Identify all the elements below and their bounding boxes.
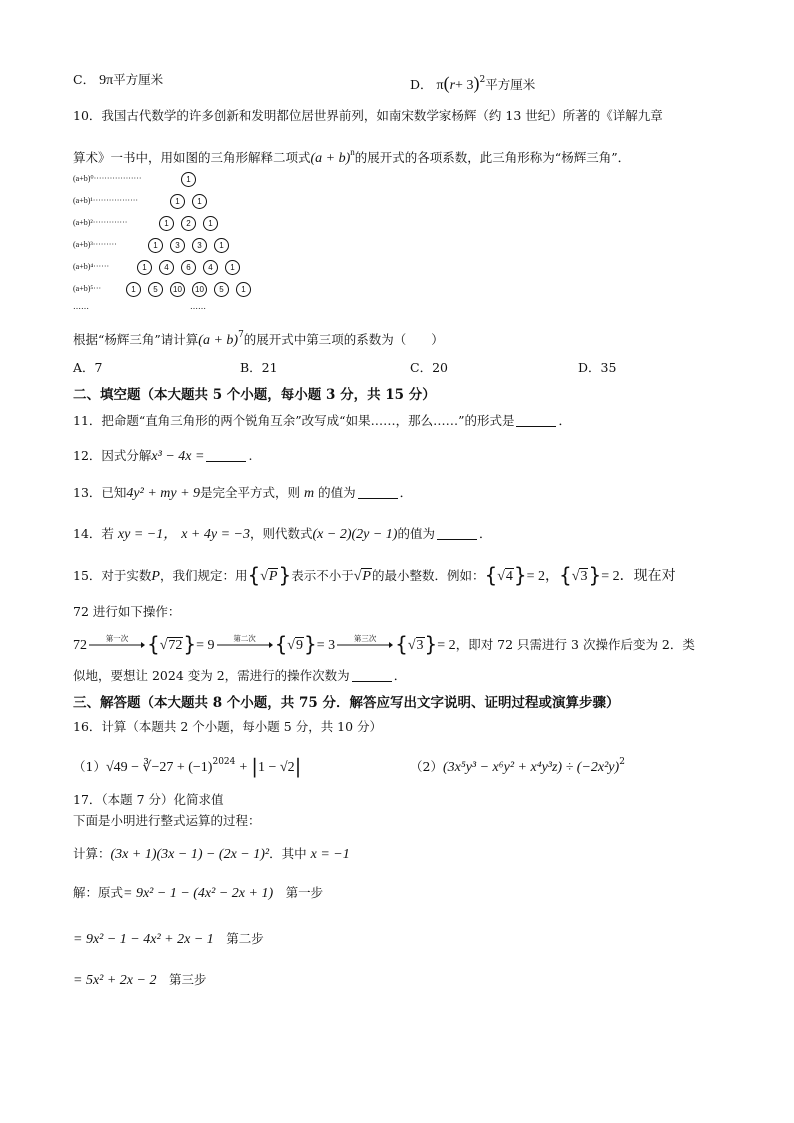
triangle-coefficient: 2 <box>181 216 196 231</box>
math-num: 3 <box>416 638 424 653</box>
math-expr: x³ − 4x = <box>151 449 205 464</box>
answer-blank <box>206 449 246 462</box>
triangle-coefficient: 1 <box>181 172 196 187</box>
answer-blank <box>358 486 398 499</box>
q14: 14．若 xy = −1， x + 4y = −3，则代数式(x − 2)(2y − 1)的值为 ． <box>73 526 492 542</box>
math-var: P <box>268 569 278 584</box>
triangle-row-label: (a+b)³········· <box>73 240 117 249</box>
triangle-coefficient: 1 <box>159 216 174 231</box>
triangle-coefficient: 1 <box>225 260 240 275</box>
abs-bar: | <box>294 754 302 778</box>
arrow-step3 <box>337 635 393 649</box>
abs-bar: | <box>251 754 258 778</box>
brace: { <box>274 632 288 656</box>
text: ．其中 <box>269 846 307 861</box>
question-text: 11．把命题“直角三角形的两个锐角互余”改写成“如果……，那么……”的形式是 <box>73 413 515 428</box>
triangle-row-label: (a+b)²············· <box>73 218 128 227</box>
question-text: ，则代数式 <box>249 526 313 541</box>
triangle-coefficient: 3 <box>170 238 185 253</box>
q16-title: 16．计算（本题共 2 个小题，每小题 5 分，共 10 分） <box>73 719 383 734</box>
question-text: 似地，要想让 2024 变为 2，需进行的操作次数为 <box>73 668 350 683</box>
triangle-row-label: (a+b)⁴······ <box>73 262 110 271</box>
q10-option-d: D．35 <box>578 360 617 375</box>
math-expr: (a + b) <box>198 333 239 348</box>
brace: } <box>513 563 527 587</box>
q9-option-d <box>410 70 535 96</box>
period: . <box>248 448 253 463</box>
q11: 11．把命题“直角三角形的两个锐角互余”改写成“如果……，那么……”的形式是 ． <box>73 413 571 428</box>
triangle-coefficient: 1 <box>192 194 207 209</box>
math-num: 3 <box>580 569 588 584</box>
arrow-step1 <box>89 635 145 649</box>
math-expr: + 3 <box>455 78 474 93</box>
triangle-coefficient: 1 <box>148 238 163 253</box>
exponent: 2 <box>619 757 625 767</box>
math-expr: = 9 <box>196 638 215 653</box>
math-num: 9 <box>295 638 303 653</box>
math-var: P <box>151 569 160 584</box>
question-text: 15．对于实数 <box>73 568 152 583</box>
math-expr: π <box>436 78 444 93</box>
q17-intro: 下面是小明进行整式运算的过程： <box>73 813 261 828</box>
math-expr: (x − 2)(2y − 1) <box>312 527 398 542</box>
triangle-dots-left: …… <box>73 302 89 311</box>
paren: ) <box>473 73 480 93</box>
text: 的展开式中第三项的系数为（ ） <box>243 332 444 347</box>
triangle-row-label: (a+b)⁵··· <box>73 284 102 293</box>
arrow-icon <box>337 641 393 649</box>
q13: 13．已知4y² + my + 9是完全平方式，则 m 的值为 ． <box>73 485 413 501</box>
answer-blank <box>352 669 392 682</box>
section2-title: 二、填空题（本大题共 5 个小题，每小题 3 分，共 15 分） <box>73 387 436 403</box>
step-label: 第三步 <box>168 972 207 987</box>
math-num: 4 <box>505 569 513 584</box>
math-expr: 1 − √2 <box>258 760 295 775</box>
q10-question <box>73 325 444 351</box>
arrow-label: 第一次 <box>105 634 129 643</box>
q15-chain <box>73 634 695 656</box>
math-var: P <box>362 569 371 584</box>
question-text: 14．若 <box>73 526 114 541</box>
sqrt-sign: √ <box>287 638 295 653</box>
brace: } <box>183 632 197 656</box>
math-expr: xy = −1， <box>117 527 178 542</box>
question-text: 是完全平方式，则 <box>200 485 301 500</box>
brace: } <box>588 563 602 587</box>
math-expr: (3x + 1)(3x − 1) − (2x − 1)² <box>110 847 270 862</box>
brace: { <box>247 563 261 587</box>
exponent: 2024 <box>212 757 236 767</box>
math-expr: √49 − ∛−27 + (−1) <box>105 760 213 775</box>
option-label: C． <box>73 72 96 87</box>
text: 计算： <box>73 846 111 861</box>
math-expr: = 2．现在对 <box>601 569 676 584</box>
math-expr: = 3 <box>316 638 336 653</box>
question-text: 的值为 <box>397 526 435 541</box>
math-var: m <box>304 486 315 501</box>
triangle-coefficient: 4 <box>203 260 218 275</box>
sqrt-sign: √ <box>260 569 268 584</box>
triangle-coefficient: 1 <box>203 216 218 231</box>
triangle-coefficient: 1 <box>214 238 229 253</box>
q17-step3 <box>73 970 207 991</box>
unit-text: 平方厘米 <box>113 72 164 87</box>
q15-line1 <box>73 565 676 587</box>
sqrt-sign: √ <box>571 569 580 584</box>
math-num: 72 <box>168 638 183 653</box>
sqrt-sign: √ <box>497 569 505 584</box>
q17-step1 <box>73 883 323 904</box>
brace: } <box>303 632 317 656</box>
question-text: 的最小整数．例如： <box>371 568 485 583</box>
q10-option-c: C．20 <box>410 360 448 375</box>
question-text: ，即对 72 只需进行 3 次操作后变为 2．类 <box>455 637 695 652</box>
q15-line4: 似地，要想让 2024 变为 2，需进行的操作次数为 ． <box>73 668 407 683</box>
q10-line1: 10．我国古代数学的许多创新和发明都位居世界前列，如南宋数学家杨辉（约 13 世纪）所著的《详解九章 <box>73 108 663 123</box>
triangle-coefficient: 5 <box>148 282 163 297</box>
triangle-coefficient: 1 <box>126 282 141 297</box>
paren: ( <box>443 73 450 93</box>
section3-title: 三、解答题（本大题共 8 个小题，共 75 分．解答应写出文字说明、证明过程或演算步骤） <box>73 695 620 711</box>
exponent: n <box>350 147 355 157</box>
math-expr: x + 4y = −3 <box>181 527 250 542</box>
math-var: r <box>449 78 456 93</box>
answer-blank <box>516 414 556 427</box>
q12 <box>73 446 252 467</box>
triangle-coefficient: 4 <box>159 260 174 275</box>
triangle-row-label: (a+b)¹················· <box>73 196 139 205</box>
part-label: （1） <box>73 759 106 774</box>
math-expr: 9π <box>99 73 114 88</box>
option-label: D． <box>410 77 433 92</box>
brace: { <box>147 632 160 656</box>
q16-part1: （1）√49 − ∛−27 + $(-1)^{2024} + |1 - √2|$ <box>73 754 302 778</box>
part-label: （2） <box>410 759 443 774</box>
math-num: 72 <box>73 638 87 653</box>
q10-line2 <box>73 142 630 169</box>
step-label: 第一步 <box>285 885 324 900</box>
exponent: 2 <box>479 75 486 85</box>
math-expr: = 2 <box>437 638 456 653</box>
exponent: 7 <box>238 330 244 340</box>
sqrt-sign: √ <box>159 638 168 653</box>
q10-option-b: B．21 <box>240 360 278 375</box>
triangle-coefficient: 10 <box>170 282 185 297</box>
question-text: 12．因式分解 <box>73 448 152 463</box>
step-label: 第二步 <box>226 931 264 946</box>
arrow-icon <box>217 641 273 649</box>
triangle-coefficient: 1 <box>170 194 185 209</box>
q17-calc <box>73 844 350 865</box>
question-text: 表示不小于 <box>291 568 354 583</box>
text: 根据“杨辉三角”请计算 <box>73 332 199 347</box>
q17-step2 <box>73 929 264 950</box>
arrow-icon <box>89 641 145 649</box>
question-text: 13．已知 <box>73 485 127 500</box>
math-expr: (a + b) <box>310 151 351 166</box>
brace: { <box>484 563 498 587</box>
math-expr: = 9x² − 1 − 4x² + 2x − 1 <box>73 932 214 947</box>
brace: { <box>559 563 572 587</box>
question-text: ，我们规定：用 <box>159 568 248 583</box>
math-expr: (3x⁵y³ − x⁶y² + x⁴y³z) ÷ (−2x²y) <box>442 760 620 775</box>
text: 解：原式 <box>73 885 124 900</box>
sqrt-sign: √ <box>407 638 416 653</box>
brace: } <box>424 632 438 656</box>
triangle-coefficient: 5 <box>214 282 229 297</box>
triangle-coefficient: 3 <box>192 238 207 253</box>
triangle-coefficient: 6 <box>181 260 196 275</box>
text: 的展开式的各项系数，此三角形称为“杨辉三角”． <box>354 150 631 165</box>
q9-option-c <box>73 70 163 91</box>
math-expr: = 5x² + 2x − 2 <box>73 973 157 988</box>
math-expr: 4y² + my + 9 <box>126 486 201 501</box>
q16-part2 <box>410 752 625 778</box>
triangle-dots-right: …… <box>190 302 206 311</box>
triangle-coefficient: 10 <box>192 282 207 297</box>
math-expr: x = −1 <box>310 847 350 862</box>
arrow-step2 <box>217 635 273 649</box>
unit-text: 平方厘米 <box>485 77 536 92</box>
math-expr: = 9x² − 1 − (4x² − 2x + 1) <box>123 886 274 901</box>
math-expr: = 2， <box>526 569 560 584</box>
text: 算术》一书中，用如图的三角形解释二项式 <box>73 150 311 165</box>
brace: { <box>395 632 408 656</box>
triangle-coefficient: 1 <box>137 260 152 275</box>
q17-title: 17．（本题 7 分）化简求值 <box>73 792 224 807</box>
brace: } <box>278 563 292 587</box>
triangle-coefficient: 1 <box>236 282 251 297</box>
q15-line2: 72 进行如下操作： <box>73 604 181 619</box>
q10-option-a: A．7 <box>73 360 103 375</box>
question-text: 的值为 <box>318 485 356 500</box>
arrow-label: 第三次 <box>353 634 377 643</box>
arrow-label: 第二次 <box>233 634 256 643</box>
sqrt-sign: √ <box>353 569 362 584</box>
triangle-row-label: (a+b)⁰·················· <box>73 174 142 183</box>
answer-blank <box>437 527 477 540</box>
